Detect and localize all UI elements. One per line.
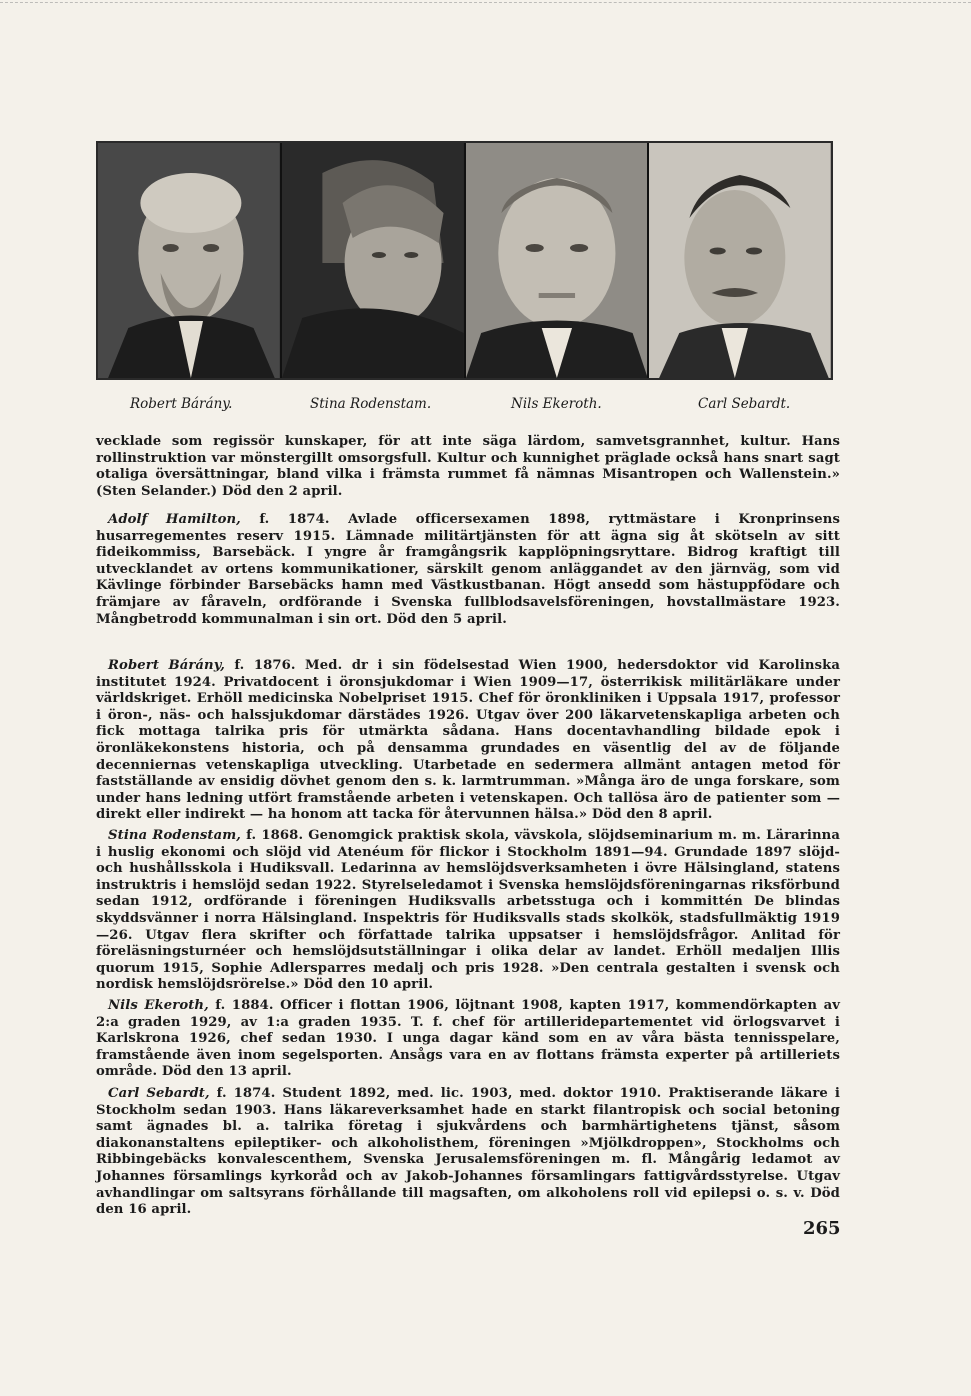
entry-carl-sebardt — [96, 1086, 840, 1219]
portrait-strip — [96, 141, 833, 380]
entry-text: f. 1874. Avlade officersexamen 1898, ryttmästare i Kronprinsens husarregementes reserv 1915. Lämnade militärtjänsten för att ägna sig åt skötseln av sitt fideikommiss, Barsebäck. I yngre år framgångsrik kapplöpningsryttare. Bidrog kraftigt till utvecklandet av ortens kommunikationer, särskilt genom anläggandet av den järnväg, som vid Kävlinge förbinder Barsebäcks hamn med Västkustbanan. Högt ansedd som hästuppfödare och främjare av fåraveln, ordförande i Svenska fullblodsavelsföreningen, hovstallmästare 1923. Mångbetrodd kommunalman i sin ort. Död den 5 april. — [96, 512, 840, 627]
caption-robert-barany: Robert Bárány. — [130, 396, 233, 412]
entry-text: f. 1876. Med. dr i sin födelsestad Wien 1900, hedersdoktor vid Karolinska institutet 1924. Privatdocent i öronsjukdomar i Wien 1909—17, österrikisk militärläkare under världskriget. Erhöll medicinska Nobelpriset 1915. Chef för öronkliniken i Uppsala 1917, professor i öron-, näs- och halssjukdomar därstädes 1926. Utgav över 200 läkarvetenskapliga arbeten och fick mottaga talrika pris för utmärkta sådana. Hans docentavhandling bildade epok i öronläkekonstens historia, och på densamma grundades en väsentlig del av de följande decenniernas vetenskapliga utveckling. Utarbetade en sedermera allmänt antagen metod för fastställande av ensidig dövhet genom den s. k. larmtrumman. »Många äro de unga forskare, som under hans ledning utfört framstående arbeten i vetenskapen. Och tallösa äro de patienter som — direkt eller indirekt — ha honom att tacka för återvunnen hälsa.» Död den 8 april. — [96, 658, 840, 823]
entry-name: Robert Bárány, — [108, 658, 225, 673]
caption-stina-rodenstam: Stina Rodenstam. — [310, 396, 432, 412]
entry-nils-ekeroth — [96, 998, 840, 1081]
portrait-robert-barany — [98, 143, 282, 378]
entry-name: Nils Ekeroth, — [108, 998, 209, 1013]
entry-adolf-hamilton — [96, 512, 840, 628]
entry-robert-barany — [96, 658, 840, 824]
entry-text: f. 1884. Officer i flottan 1906, löjtnant 1908, kapten 1917, kommendörkapten av 2:a graden 1929, av 1:a graden 1935. T. f. chef för artilleridepartementet vid örlogsvarvet i Karlskrona 1926, chef sedan 1930. I unga dagar känd som en av våra bästa tennisspelare, framstående även inom segelsporten. Ansågs vara en av flottans främsta experter på artilleriets område. Död den 13 april. — [96, 998, 841, 1080]
portrait-carl-sebardt — [649, 143, 831, 378]
caption-nils-ekeroth: Nils Ekeroth. — [511, 396, 602, 412]
entry-text: f. 1868. Genomgick praktisk skola, vävskola, slöjdseminarium m. m. Lärarinna i huslig ekonomi och slöjd vid Atenéum för flickor i Stockholm 1891—94. Grundade 1897 slöjd- och hushållsskola i Hudiksvall. Ledarinna av hemslöjdsverksamheten i övre Hälsingland, statens instruktris i hemslöjd sedan 1922. Styrelseledamot i Svenska hemslöjdsföreningarnas riksförbund sedan 1912, ordförande i föreningen Hudiksvalls arbetsstuga och i kommittén De blindas skyddsvänner i norra Hälsingland. Inspektris för Hudiksvalls stads skolkök, stadsfullmäktig 1919—26. Utgav flera skrifter och författade talrika uppsatser i hemslöjdsfrågor. Anlitad för föreläsningsturnéer och hemslöjdsutställningar i olika delar av landet. Erhöll medaljen Illis quorum 1915, Sophie Adlersparres medalj och pris 1928. »Den centrala gestalten i svensk och nordisk hemslöjdsrörelse.» Död den 10 april. — [96, 828, 840, 993]
caption-carl-sebardt: Carl Sebardt. — [698, 396, 791, 412]
entry-text: f. 1874. Student 1892, med. lic. 1903, med. doktor 1910. Praktiserande läkare i Stockholm sedan 1903. Hans läkareverksamhet hade en starkt filantropisk och social betoning samt ägnades bl. a. talrika företag i sjukvårdens och barmhärtighetens tjänst, såsom diakonanstaltens epileptiker- och alkoholisthem, föreningen »Mjölkdroppen», Stockholms och Ribbingebäcks konvalescenthem, Svenska Jerusalemsföreningen m. fl. Mångårig ledamot av Johannes församlings kyrkoråd och av Jakob-Johannes församlingars fattigvårdsstyrelse. Utgav avhandlingar om saltsyrans förhållande till magsaften, om alkoholens roll vid epilepsi o. s. v. Död den 16 april. — [96, 1086, 840, 1218]
page-top-edge — [0, 2, 971, 3]
entry-name: Stina Rodenstam, — [108, 828, 241, 843]
entry-name: Adolf Hamilton, — [108, 512, 241, 527]
portrait-captions — [130, 396, 800, 416]
portrait-nils-ekeroth — [466, 143, 650, 378]
entry-stina-rodenstam — [96, 828, 840, 994]
continuation-paragraph: vecklade som regissör kunskaper, för att inte säga lärdom, samvetsgrannhet, kultur. Hans rollinstruktion var mönstergillt omsorgsfull. Kultur och kunnighet präglade också hans snart sagt otaliga översättningar, bland vilka i främsta rummet få nämnas Misantropen och Wallenstein.» (Sten Selander.) Död den 2 april. — [96, 434, 840, 499]
entry-name: Carl Sebardt, — [108, 1086, 210, 1101]
page-number: 265 — [803, 1218, 841, 1239]
portrait-stina-rodenstam — [282, 143, 466, 378]
